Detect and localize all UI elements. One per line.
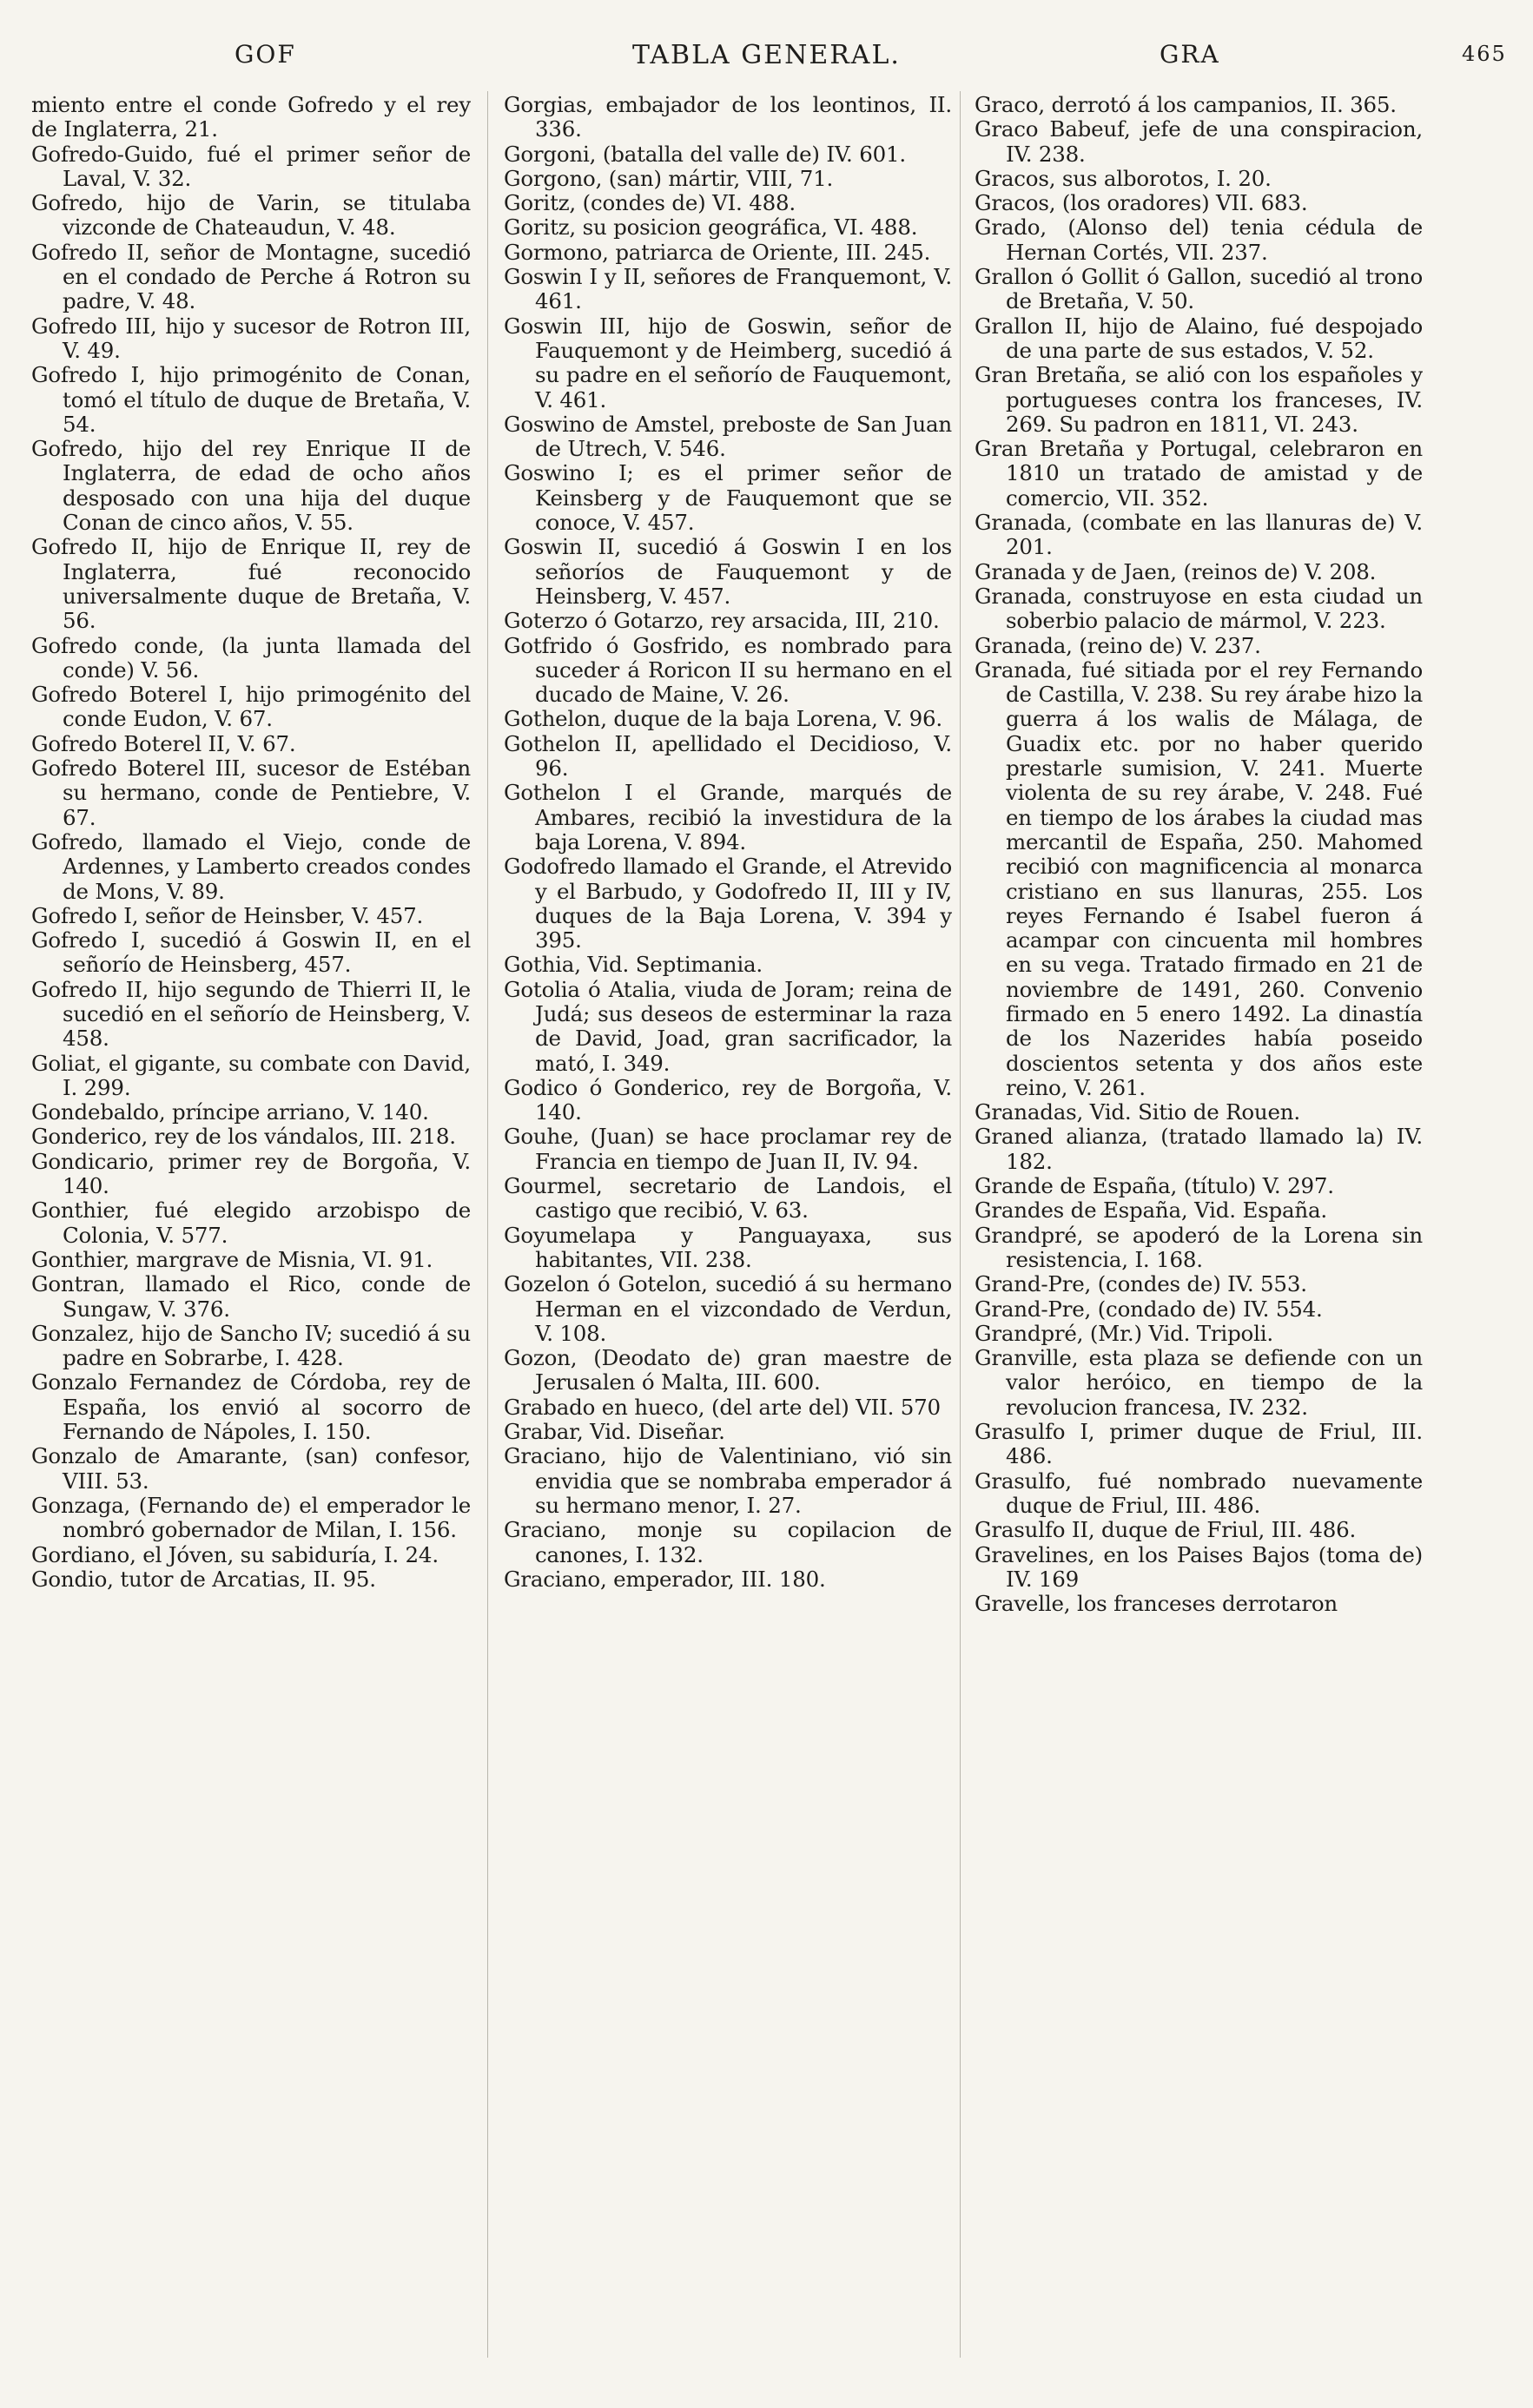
index-entry: Gonzaga, (Fernando de) el emperador le nombró gobernador de Milan, I. 156. — [31, 1492, 471, 1543]
index-entry: Goswin III, hijo de Goswin, señor de Fauquemont y de Heimberg, sucedió á su padre en el señorío de Fauquemont, V. 461. — [504, 313, 952, 412]
header-right-catchword: GRA — [1160, 40, 1220, 69]
index-entry: Gracos, (los oradores) VII. 683. — [975, 190, 1308, 216]
index-entry: Gondebaldo, príncipe arriano, V. 140. — [31, 1099, 429, 1125]
index-entry: Goswino de Amstel, preboste de San Juan de Utrech, V. 546. — [504, 411, 952, 462]
index-entry: Gran Bretaña y Portugal, celebraron en 1810 un tratado de amistad y de comercio, VII. 352. — [975, 436, 1423, 511]
index-entry: Gofredo-Guido, fué el primer señor de Laval, V. 32. — [31, 141, 471, 191]
index-entry: Gofredo II, señor de Montagne, sucedió en el condado de Perche á Rotron su padre, V. 48. — [31, 239, 471, 314]
index-entry: Goswin II, sucedió á Goswin I en los señoríos de Fauquemont y de Heinsberg, V. 457. — [504, 534, 952, 609]
index-entry: Grallon ó Gollit ó Gallon, sucedió al trono de Bretaña, V. 50. — [975, 264, 1423, 314]
header-left-catchword: GOF — [235, 40, 296, 69]
index-entry: Granada y de Jaen, (reinos de) V. 208. — [975, 558, 1377, 584]
index-entry: Gonzalo Fernandez de Córdoba, rey de España, los envió al socorro de Fernando de Nápoles, I. 150. — [31, 1369, 471, 1445]
index-entry: Goritz, (condes de) VI. 488. — [504, 190, 796, 216]
index-entry: Gravelines, en los Paises Bajos (toma de) IV. 169 — [975, 1541, 1423, 1592]
index-entry: Gofredo, hijo de Varin, se titulaba vizconde de Chateaudun, V. 48. — [31, 190, 471, 241]
index-entry: Grand-Pre, (condado de) IV. 554. — [975, 1296, 1323, 1322]
column-divider — [960, 91, 961, 2358]
index-entry: Granada, construyose en esta ciudad un soberbio palacio de mármol, V. 223. — [975, 583, 1423, 634]
column-divider — [487, 91, 488, 2358]
index-entry: Grasulfo, fué nombrado nuevamente duque de Friul, III. 486. — [975, 1468, 1423, 1518]
index-entry: Grallon II, hijo de Alaino, fué despojado de una parte de sus estados, V. 52. — [975, 313, 1423, 363]
index-entry: Granadas, Vid. Sitio de Rouen. — [975, 1099, 1300, 1125]
index-entry: Gorgoni, (batalla del valle de) IV. 601. — [504, 141, 906, 167]
index-entry: Gofredo II, hijo de Enrique II, rey de Inglaterra, fué reconocido universalmente duque de Bretaña, V. 56. — [31, 534, 471, 634]
index-entry: Gothelon, duque de la baja Lorena, V. 96. — [504, 706, 943, 732]
index-entry: Gofredo I, hijo primogénito de Conan, tomó el título de duque de Bretaña, V. 54. — [31, 362, 471, 437]
index-entry: Godofredo llamado el Grande, el Atrevido y el Barbudo, y Godofredo II, III y IV, duques de la Baja Lorena, V. 394 y 395. — [504, 854, 952, 953]
index-entry: Goritz, su posicion geográfica, VI. 488. — [504, 214, 918, 241]
index-entry: Gonzalo de Amarante, (san) confesor, VIII. 53. — [31, 1443, 471, 1494]
index-entry: Graco Babeuf, jefe de una conspiracion, IV. 238. — [975, 116, 1423, 167]
index-entry: Graciano, monje su copilacion de canones, I. 132. — [504, 1517, 952, 1567]
index-entry: Gofredo I, sucedió á Goswin II, en el señorío de Heinsberg, 457. — [31, 927, 471, 978]
index-entry: Gozon, (Deodato de) gran maestre de Jerusalen ó Malta, III. 600. — [504, 1345, 952, 1395]
index-entry: Graciano, hijo de Valentiniano, vió sin envidia que se nombraba emperador á su hermano menor, I. 27. — [504, 1443, 952, 1518]
index-entry: Gofredo conde, (la junta llamada del conde) V. 56. — [31, 632, 471, 683]
index-entry: Goswino I; es el primer señor de Keinsberg y de Fauquemont que se conoce, V. 457. — [504, 460, 952, 536]
index-entry: Grandpré, se apoderó de la Lorena sin resistencia, I. 168. — [975, 1222, 1423, 1272]
index-entry: Granada, (combate en las llanuras de) V. 201. — [975, 510, 1423, 560]
index-entry: Gofredo II, hijo segundo de Thierri II, le sucedió en el señorío de Heinsberg, V. 458. — [31, 976, 471, 1052]
index-column-3 — [975, 93, 1423, 2385]
index-entry: Grabado en hueco, (del arte del) VII. 570 — [504, 1394, 941, 1420]
index-entry: Gondicario, primer rey de Borgoña, V. 140. — [31, 1148, 471, 1199]
index-entry: Gran Bretaña, se alió con los españoles y portugueses contra los franceses, IV. 269. Su padron en 1811, VI. 243. — [975, 362, 1423, 437]
index-entry: Graco, derrotó á los campanios, II. 365. — [975, 93, 1397, 117]
index-entry: Gothia, Vid. Septimania. — [504, 952, 763, 978]
index-entry: Gorgias, embajador de los leontinos, II. 336. — [504, 93, 952, 142]
index-entry: Gourmel, secretario de Landois, el castigo que recibió, V. 63. — [504, 1173, 952, 1224]
index-entry: Grande de España, (título) V. 297. — [975, 1173, 1334, 1199]
index-entry: Grandpré, (Mr.) Vid. Tripoli. — [975, 1320, 1273, 1346]
index-entry: Goyumelapa y Panguayaxa, sus habitantes, VII. 238. — [504, 1222, 952, 1272]
index-entry: Gofredo, llamado el Viejo, conde de Ardennes, y Lamberto creados condes de Mons, V. 89. — [31, 828, 471, 904]
index-entry: Gothelon II, apellidado el Decidioso, V. 96. — [504, 730, 952, 782]
index-entry: Gofredo III, hijo y sucesor de Rotron III, V. 49. — [31, 313, 471, 363]
index-entry: Granada, (reino de) V. 237. — [975, 632, 1261, 658]
index-entry: Gondio, tutor de Arcatias, II. 95. — [31, 1566, 376, 1592]
index-entry: Grasulfo II, duque de Friul, III. 486. — [975, 1517, 1357, 1543]
index-entry: Graned alianza, (tratado llamado la) IV. 182. — [975, 1124, 1423, 1174]
index-entry: Graciano, emperador, III. 180. — [504, 1566, 826, 1592]
index-entry: Gontran, llamado el Rico, conde de Sungaw, V. 376. — [31, 1271, 471, 1322]
index-entry: Gotfrido ó Gosfrido, es nombrado para suceder á Roricon II su hermano en el ducado de Maine, V. 26. — [504, 632, 952, 708]
index-entry: Gouhe, (Juan) se hace proclamar rey de Francia en tiempo de Juan II, IV. 94. — [504, 1124, 952, 1174]
index-entry: Goswin I y II, señores de Franquemont, V. 461. — [504, 264, 952, 314]
index-entry: miento entre el conde Gofredo y el rey de Inglaterra, 21. — [31, 93, 471, 142]
index-entry: Grabar, Vid. Diseñar. — [504, 1419, 725, 1445]
index-entry: Gravelle, los franceses derrotaron — [975, 1591, 1338, 1617]
index-entry: Gothelon I el Grande, marqués de Ambares, recibió la investidura de la baja Lorena, V. 894. — [504, 780, 952, 854]
index-entry: Grasulfo I, primer duque de Friul, III. 486. — [975, 1419, 1423, 1469]
index-entry: Gofredo Boterel II, V. 67. — [31, 730, 296, 756]
index-entry: Grand-Pre, (condes de) IV. 553. — [975, 1271, 1307, 1297]
page-header — [0, 40, 1533, 83]
index-entry: Grandes de España, Vid. España. — [975, 1197, 1327, 1224]
index-entry: Gonthier, margrave de Misnia, VI. 91. — [31, 1246, 433, 1272]
index-entry: Granville, esta plaza se defiende con un valor heróico, en tiempo de la revolucion francesa, IV. 232. — [975, 1345, 1423, 1420]
index-entry: Grado, (Alonso del) tenia cédula de Hernan Cortés, VII. 237. — [975, 214, 1423, 265]
index-entry: Gonderico, rey de los vándalos, III. 218. — [31, 1124, 456, 1150]
index-entry: Gormono, patriarca de Oriente, III. 245. — [504, 239, 931, 265]
page-number: 465 — [1462, 42, 1507, 66]
index-entry: Goliat, el gigante, su combate con David, I. 299. — [31, 1050, 471, 1100]
index-column-2 — [504, 93, 952, 2385]
index-entry: Gordiano, el Jóven, su sabiduría, I. 24. — [31, 1541, 439, 1567]
index-entry: Gofredo, hijo del rey Enrique II de Inglaterra, de edad de ocho años desposado con una hija del duque Conan de cinco años, V. 55. — [31, 436, 471, 536]
index-entry: Goterzo ó Gotarzo, rey arsacida, III, 210. — [504, 608, 940, 634]
index-entry: Gracos, sus alborotos, I. 20. — [975, 165, 1272, 191]
index-entry: Granada, fué sitiada por el rey Fernando de Castilla, V. 238. Su rey árabe hizo la guerra á los walis de Málaga, de Guadix etc. por no haber querido prestarle sumision, V. 241. Muerte violenta de su rey árabe, V. 248. Fué en tiempo de los árabes la ciudad mas mercantil de España, 250. Mahomed recibió con magnificencia al monarca cristiano en sus llanuras, 255. Los reyes Fernando é Isabel fueron á acampar con cincuenta mil hombres en su vega. Tratado firmado en 21 de noviembre de 1491, 260. Convenio firmado en 5 enero 1492. La dinastía de los Nazerides había poseido doscientos setenta y dos años este reino, V. 261. — [975, 656, 1423, 1100]
index-entry: Gofredo Boterel III, sucesor de Estéban su hermano, conde de Pentiebre, V. 67. — [31, 755, 471, 830]
index-entry: Gozelon ó Gotelon, sucedió á su hermano Herman en el vizcondado de Verdun, V. 108. — [504, 1271, 952, 1346]
index-entry: Gonthier, fué elegido arzobispo de Colonia, V. 577. — [31, 1197, 471, 1248]
index-entry: Gorgono, (san) mártir, VIII, 71. — [504, 165, 834, 191]
index-column-1 — [31, 93, 471, 2385]
header-title: TABLA GENERAL. — [632, 40, 901, 70]
index-entry: Godico ó Gonderico, rey de Borgoña, V. 140. — [504, 1074, 952, 1125]
index-entry: Gotolia ó Atalia, viuda de Joram; reina de Judá; sus deseos de esterminar la raza de David, Joad, gran sacrificador, la mató, I. 349. — [504, 976, 952, 1076]
index-entry: Gofredo Boterel I, hijo primogénito del conde Eudon, V. 67. — [31, 682, 471, 732]
index-entry: Gonzalez, hijo de Sancho IV; sucedió á su padre en Sobrarbe, I. 428. — [31, 1320, 471, 1371]
index-entry: Gofredo I, señor de Heinsber, V. 457. — [31, 902, 424, 928]
